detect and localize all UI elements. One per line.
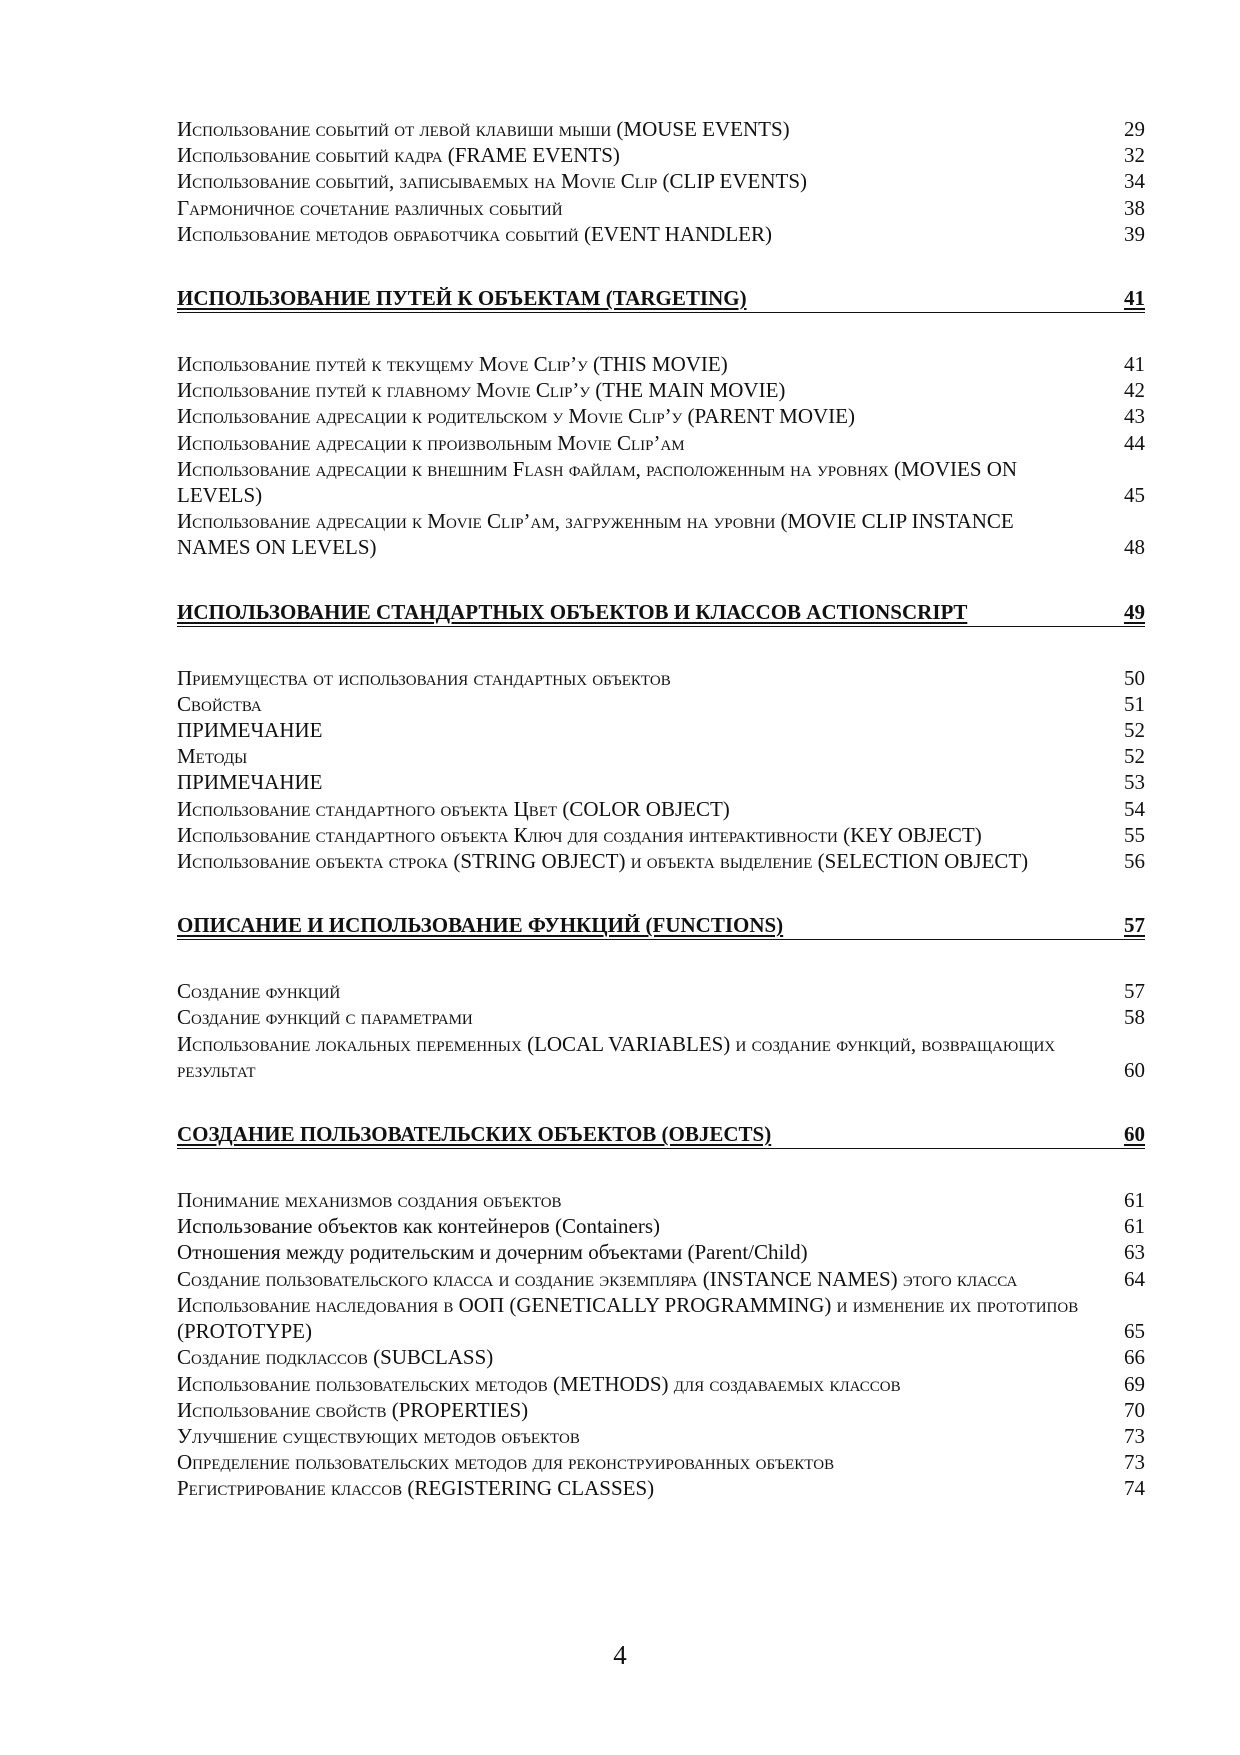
toc-entry[interactable] (177, 1031, 1145, 1083)
toc-entry[interactable] (177, 1371, 1145, 1397)
toc-entry[interactable] (177, 168, 1145, 194)
entry-title: Использование адресации к родительском у Movie Clip’у (PARENT MOVIE) (177, 404, 855, 429)
entry-page-number: 63 (1124, 1240, 1145, 1265)
entry-title: Использование адресации к Movie Clip’ам, загруженным на уровни (MOVIE CLIP INSTANCE NAMES ON LEVELS) (177, 509, 1014, 560)
entry-title: Использование стандартного объекта Цвет (COLOR OBJECT) (177, 796, 730, 821)
toc-entry[interactable] (177, 665, 1145, 691)
entry-page-number: 73 (1124, 1423, 1145, 1448)
toc-entry[interactable] (177, 1213, 1145, 1239)
toc-entry[interactable] (177, 822, 1145, 848)
entry-title: Создание функций с параметрами (177, 1005, 473, 1030)
toc-entry[interactable] (177, 221, 1145, 247)
heading-title: ИСПОЛЬЗОВАНИЕ СТАНДАРТНЫХ ОБЪЕКТОВ И КЛАССОВ ACTIONSCRIPT (177, 599, 968, 624)
toc-entry[interactable] (177, 142, 1145, 168)
entry-title: Отношения между родительским и дочерним объектами (Parent/Child) (177, 1240, 808, 1265)
toc-entry[interactable] (177, 195, 1145, 221)
entry-page-number: 58 (1124, 1005, 1145, 1030)
toc-section-heading[interactable] (177, 285, 1145, 313)
entry-title: Улучшение существующих методов объектов (177, 1423, 580, 1448)
toc-entry[interactable] (177, 1344, 1145, 1370)
toc-entry[interactable] (177, 1475, 1145, 1501)
entry-title: Создание подклассов (SUBCLASS) (177, 1345, 494, 1370)
entry-title: Определение пользовательских методов для реконструированных объектов (177, 1450, 835, 1475)
toc-entry[interactable] (177, 1266, 1145, 1292)
toc-entry[interactable] (177, 456, 1145, 508)
page-number: 4 (613, 1640, 627, 1670)
heading-title: СОЗДАНИЕ ПОЛЬЗОВАТЕЛЬСКИХ ОБЪЕКТОВ (OBJECTS) (177, 1122, 772, 1147)
table-of-contents (177, 116, 1145, 1502)
heading-page-number: 41 (1124, 286, 1145, 311)
toc-entry[interactable] (177, 508, 1145, 560)
entry-title: Использование событий от левой клавиши мыши (MOUSE EVENTS) (177, 117, 790, 141)
entry-page-number: 43 (1124, 404, 1145, 429)
entry-title: ПРИМЕЧАНИЕ (177, 770, 323, 795)
toc-entry[interactable] (177, 796, 1145, 822)
entry-title: Создание функций (177, 979, 341, 1004)
entry-title: Гармоничное сочетание различных событий (177, 195, 563, 220)
entry-page-number: 60 (1124, 1057, 1145, 1082)
toc-entry[interactable] (177, 1397, 1145, 1423)
entry-title: Использование наследования в ООП (GENETICALLY PROGRAMMING) и изменение их прототипов (PROTOTYPE) (177, 1292, 1079, 1344)
toc-entry[interactable] (177, 1004, 1145, 1030)
entry-page-number: 45 (1124, 483, 1145, 508)
toc-entry[interactable] (177, 691, 1145, 717)
entry-page-number: 61 (1124, 1214, 1145, 1239)
entry-title: Использование методов обработчика событий (EVENT HANDLER) (177, 221, 772, 246)
entry-title: Использование событий кадра (FRAME EVENTS) (177, 143, 620, 168)
entry-page-number: 64 (1124, 1266, 1145, 1291)
entry-page-number: 44 (1124, 430, 1145, 455)
entry-page-number: 69 (1124, 1371, 1145, 1396)
entry-title: Методы (177, 744, 248, 769)
heading-page-number: 60 (1124, 1122, 1145, 1147)
entry-page-number: 57 (1124, 979, 1145, 1004)
entry-page-number: 29 (1124, 117, 1145, 141)
toc-section-heading[interactable] (177, 912, 1145, 940)
toc-section-heading[interactable] (177, 1121, 1145, 1149)
entry-title: Свойства (177, 691, 262, 716)
entry-page-number: 65 (1124, 1319, 1145, 1344)
entry-title: Использование адресации к произвольным Movie Clip’ам (177, 430, 685, 455)
heading-title: ОПИСАНИЕ И ИСПОЛЬЗОВАНИЕ ФУНКЦИЙ (FUNCTIONS) (177, 913, 784, 938)
entry-page-number: 70 (1124, 1397, 1145, 1422)
entry-page-number: 42 (1124, 378, 1145, 403)
toc-entry[interactable] (177, 1449, 1145, 1475)
toc-entry[interactable] (177, 978, 1145, 1004)
toc-entry[interactable] (177, 351, 1145, 377)
entry-title: Использование путей к текущему Move Clip’у (THIS MOVIE) (177, 352, 728, 377)
entry-page-number: 61 (1124, 1188, 1145, 1213)
entry-title: Использование пользовательских методов (METHODS) для создаваемых классов (177, 1371, 901, 1396)
toc-entry[interactable] (177, 1187, 1145, 1213)
toc-entry[interactable] (177, 430, 1145, 456)
toc-entry[interactable] (177, 377, 1145, 403)
toc-entry[interactable] (177, 1423, 1145, 1449)
heading-page-number: 57 (1124, 913, 1145, 938)
toc-entry[interactable] (177, 717, 1145, 743)
entry-title: Использование адресации к внешним Flash файлам, расположенным на уровнях (MOVIES ON LEVELS) (177, 456, 1018, 508)
entry-page-number: 39 (1124, 221, 1145, 246)
entry-page-number: 74 (1124, 1476, 1145, 1501)
toc-entry[interactable] (177, 1239, 1145, 1265)
entry-page-number: 51 (1124, 691, 1145, 716)
entry-title: Использование событий, записываемых на Movie Clip (CLIP EVENTS) (177, 169, 808, 194)
heading-title: ИСПОЛЬЗОВАНИЕ ПУТЕЙ К ОБЪЕКТАМ (TARGETING) (177, 286, 747, 311)
entry-page-number: 53 (1124, 770, 1145, 795)
toc-entry[interactable] (177, 769, 1145, 795)
toc-entry[interactable] (177, 743, 1145, 769)
toc-entry[interactable] (177, 1292, 1145, 1344)
entry-title: Использование локальных переменных (LOCAL VARIABLES) и создание функций, возвращающих результат (177, 1031, 1056, 1082)
entry-page-number: 66 (1124, 1345, 1145, 1370)
entry-title: Использование свойств (PROPERTIES) (177, 1397, 529, 1422)
entry-page-number: 56 (1124, 849, 1145, 874)
entry-title: Использование объектов как контейнеров (Containers) (177, 1214, 660, 1239)
entry-title: Использование путей к главному Movie Clip’у (THE MAIN MOVIE) (177, 378, 786, 403)
entry-page-number: 52 (1124, 718, 1145, 743)
toc-entry[interactable] (177, 848, 1145, 874)
entry-page-number: 38 (1124, 195, 1145, 220)
entry-title: ПРИМЕЧАНИЕ (177, 718, 323, 743)
entry-title: Использование объекта строка (STRING OBJECT) и объекта выделение (SELECTION OBJECT) (177, 849, 1029, 874)
entry-page-number: 73 (1124, 1450, 1145, 1475)
entry-title: Регистрирование классов (REGISTERING CLASSES) (177, 1476, 655, 1501)
entry-page-number: 50 (1124, 665, 1145, 690)
entry-page-number: 32 (1124, 143, 1145, 168)
entry-page-number: 34 (1124, 169, 1145, 194)
heading-page-number: 49 (1124, 599, 1145, 624)
entry-page-number: 41 (1124, 352, 1145, 377)
entry-page-number: 54 (1124, 796, 1145, 821)
entry-title: Создание пользовательского класса и создание экземпляра (INSTANCE NAMES) этого класса (177, 1266, 1018, 1291)
entry-page-number: 48 (1124, 535, 1145, 560)
toc-section-heading[interactable] (177, 599, 1145, 627)
entry-title: Приемущества от использования стандартных объектов (177, 665, 671, 690)
entry-page-number: 55 (1124, 822, 1145, 847)
entry-title: Понимание механизмов создания объектов (177, 1188, 562, 1213)
entry-page-number: 52 (1124, 744, 1145, 769)
toc-entry[interactable] (177, 116, 1145, 142)
entry-title: Использование стандартного объекта Ключ для создания интерактивности (KEY OBJECT) (177, 822, 982, 847)
toc-entry[interactable] (177, 403, 1145, 429)
